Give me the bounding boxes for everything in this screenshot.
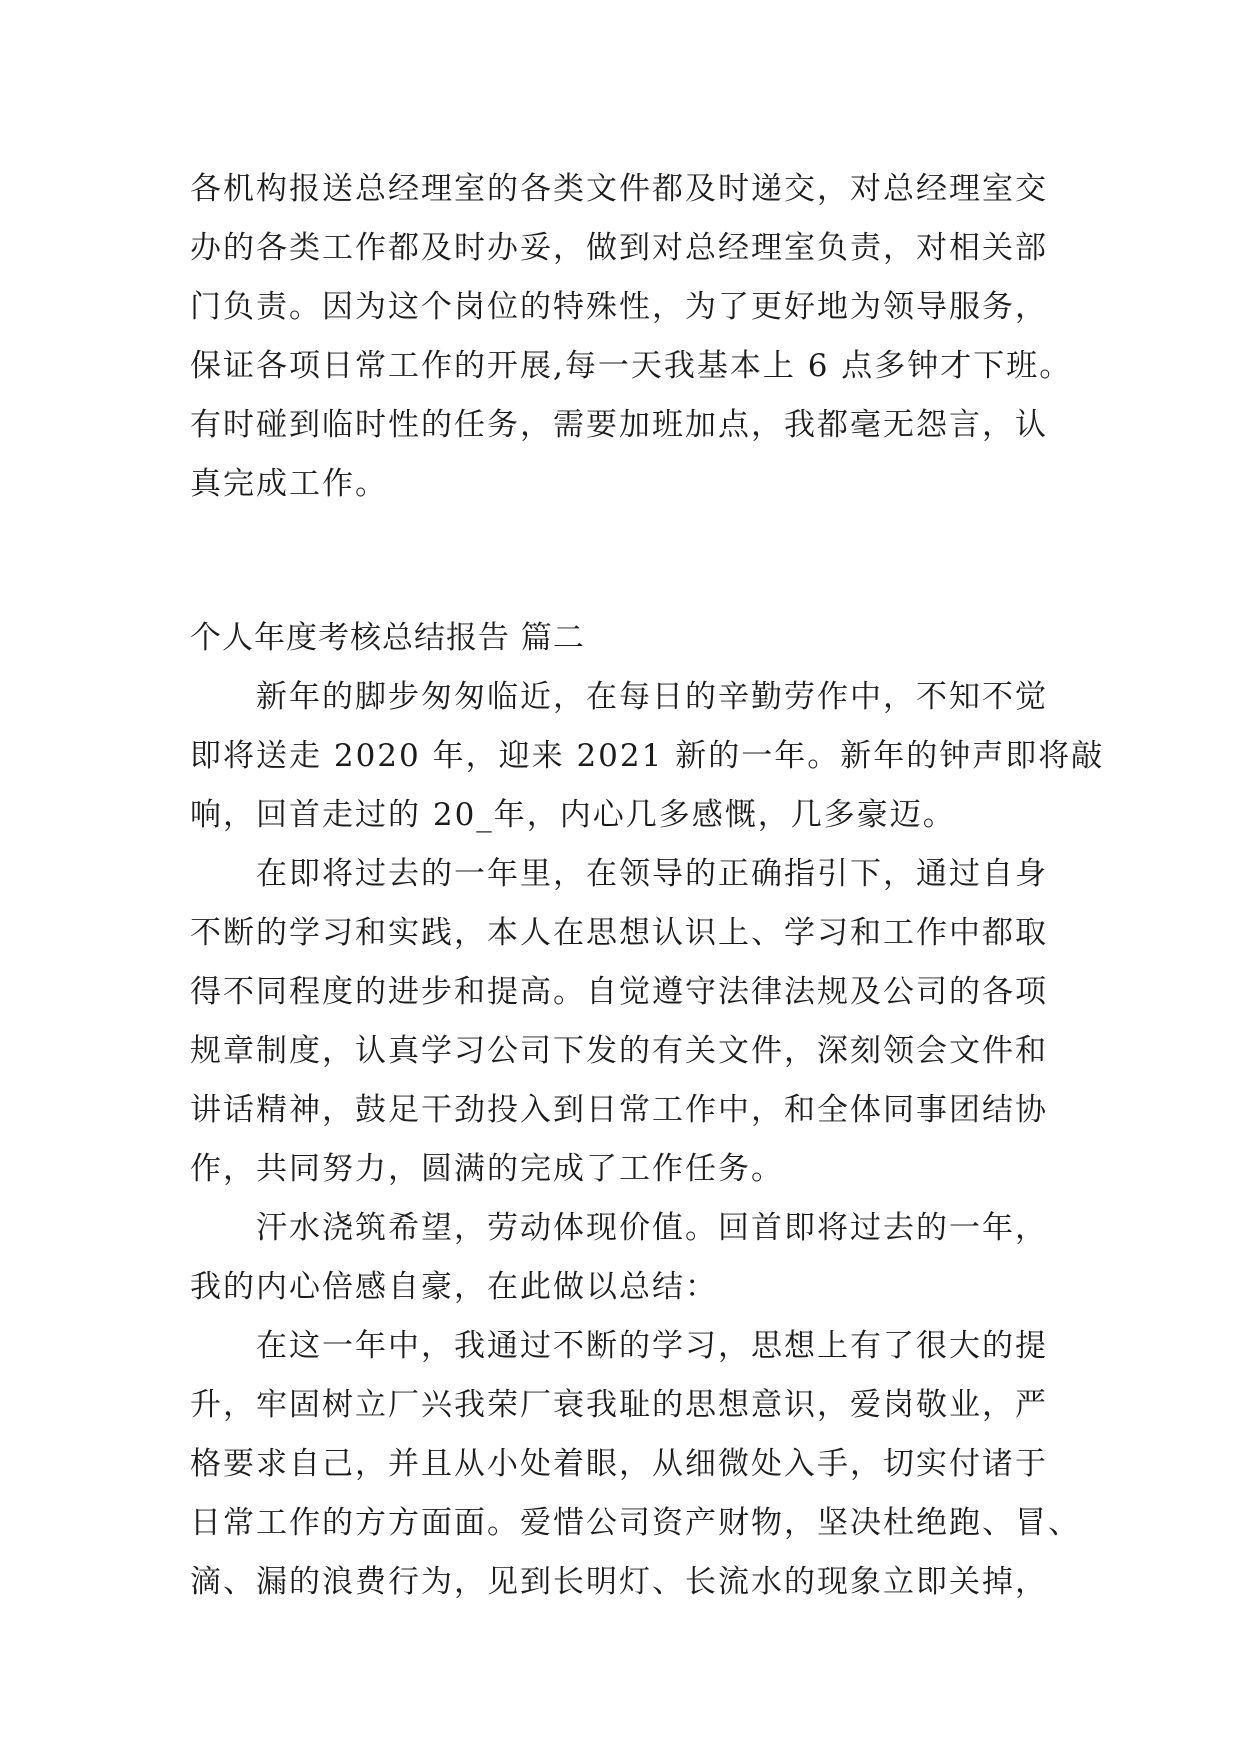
text-line: 新年的脚步匆匆临近，在每日的辛勤劳作中，不知不觉 [256, 679, 1048, 715]
blank-line [190, 514, 1070, 573]
text-line: 我的内心倍感自豪，在此做以总结： [190, 1269, 718, 1305]
text-line: 在即将过去的一年里，在领导的正确指引下，通过自身 [256, 856, 1048, 892]
paragraph-4 [190, 1199, 1070, 1317]
text-line: 作，共同努力，圆满的完成了工作任务。 [190, 1151, 784, 1187]
text-line: 汗水浇筑希望，劳动体现价值。回首即将过去的一年， [256, 1210, 1048, 1246]
paragraph-3 [190, 845, 1070, 1199]
text-line: 门负责。因为这个岗位的特殊性，为了更好地为领导服务， [190, 289, 1048, 325]
text-line: 真完成工作。 [190, 466, 388, 502]
text-line: 日常工作的方方面面。爱惜公司资产财物，坚决杜绝跑、冒、 [190, 1505, 1081, 1541]
text-line: 升，牢固树立厂兴我荣厂衰我耻的思想意识，爱岗敬业，严 [190, 1387, 1048, 1423]
text-line: 办的各类工作都及时办妥，做到对总经理室负责，对相关部 [190, 230, 1048, 266]
text-line: 在这一年中，我通过不断的学习，思想上有了很大的提 [256, 1328, 1048, 1364]
text-line: 有时碰到临时性的任务，需要加班加点，我都毫无怨言，认 [190, 407, 1048, 443]
text-line: 得不同程度的进步和提高。自觉遵守法律法规及公司的各项 [190, 974, 1048, 1010]
section-heading: 个人年度考核总结报告 篇二 [190, 620, 585, 656]
text-line: 格要求自己，并且从小处着眼，从细微处入手，切实付诸于 [190, 1446, 1048, 1482]
text-line: 即将送走 2020 年，迎来 2021 新的一年。新年的钟声即将敲 [190, 738, 1105, 774]
text-line: 保证各项日常工作的开展,每一天我基本上 6 点多钟才下班。 [190, 348, 1073, 384]
text-line: 讲话精神，鼓足干劲投入到日常工作中，和全体同事团结协 [190, 1092, 1048, 1128]
text-line: 不断的学习和实践，本人在思想认识上、学习和工作中都取 [190, 915, 1048, 951]
paragraph-1 [190, 160, 1073, 514]
text-line: 规章制度，认真学习公司下发的有关文件，深刻领会文件和 [190, 1033, 1048, 1069]
document-body [190, 160, 1105, 1612]
text-line: 响，回首走过的 20_年，内心几多感慨，几多豪迈。 [190, 797, 956, 833]
text-line: 滴、漏的浪费行为，见到长明灯、长流水的现象立即关掉， [190, 1564, 1048, 1600]
section-gap [190, 573, 1070, 609]
paragraph-5 [190, 1317, 1081, 1612]
text-line: 各机构报送总经理室的各类文件都及时递交，对总经理室交 [190, 171, 1048, 207]
paragraph-2 [190, 668, 1105, 845]
